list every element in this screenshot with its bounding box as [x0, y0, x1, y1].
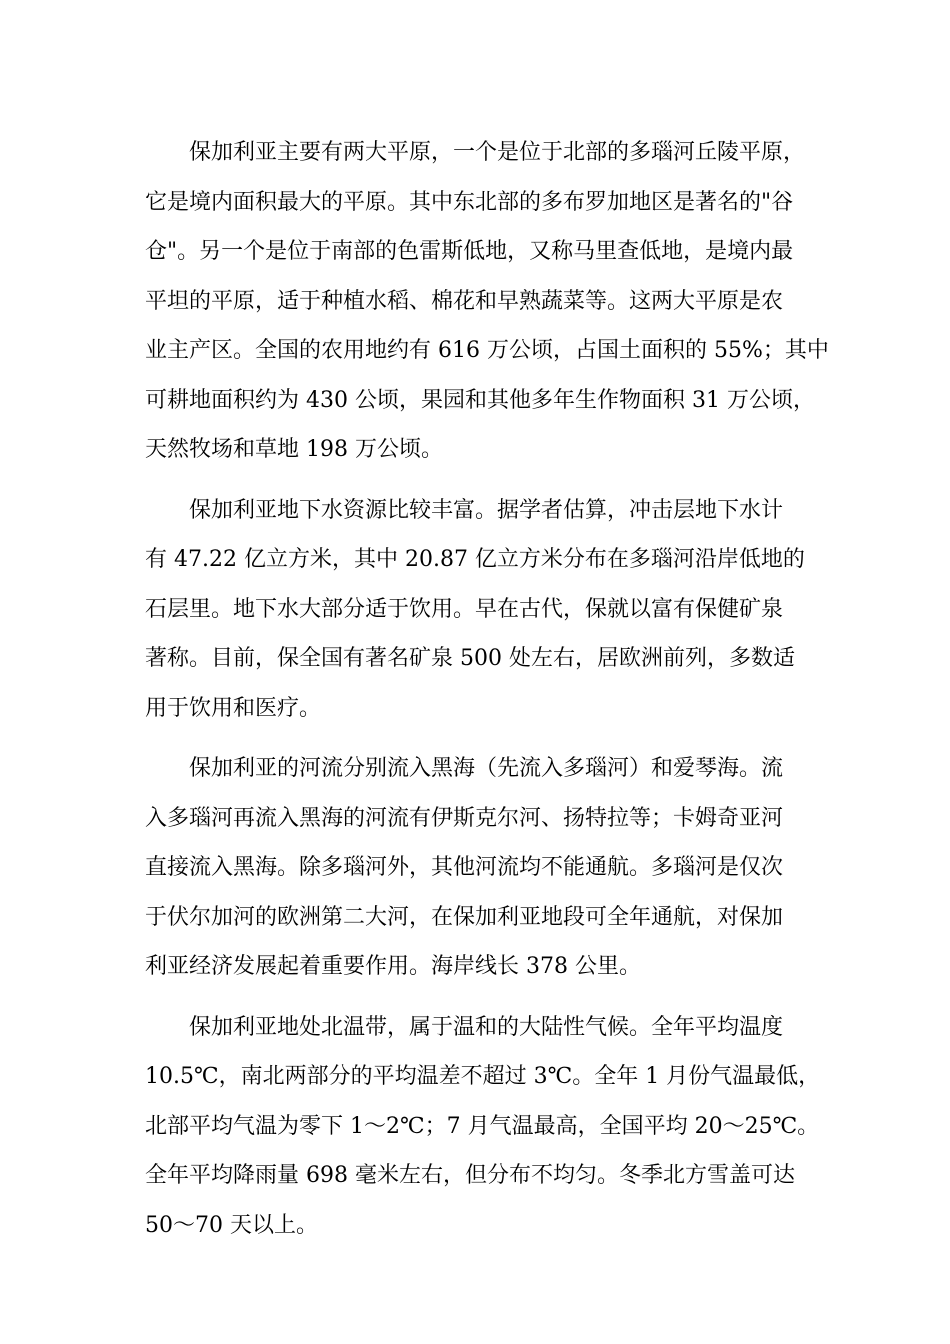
text-line: 保加利亚的河流分别流入黑海（先流入多瑙河）和爱琴海。流 — [189, 756, 784, 781]
document-body — [145, 128, 829, 1261]
text-line: 直接流入黑海。除多瑙河外，其他河流均不能通航。多瑙河是仅次 — [145, 855, 784, 880]
text-line: 北部平均气温为零下 1～2℃；7 月气温最高，全国平均 20～25℃。 — [145, 1113, 820, 1139]
paragraph-groundwater — [145, 486, 810, 734]
text-line: 50～70 天以上。 — [145, 1212, 318, 1238]
text-line: 可耕地面积约为 430 公顷，果园和其他多年生作物面积 31 万公顷， — [145, 387, 815, 413]
text-line: 10.5℃，南北两部分的平均温差不超过 3℃。全年 1 月份气温最低， — [145, 1064, 821, 1089]
text-line: 平坦的平原，适于种植水稻、棉花和早熟蔬菜等。这两大平原是农 — [145, 288, 784, 314]
text-line: 有 47.22 亿立方米，其中 20.87 亿立方米分布在多瑙河沿岸低地的 — [145, 547, 805, 572]
text-line: 用于饮用和医疗。 — [145, 695, 322, 721]
text-line: 业主产区。全国的农用地约有 616 万公顷，占国土面积的 55%；其中 — [145, 338, 829, 363]
text-line: 于伏尔加河的欧洲第二大河，在保加利亚地段可全年通航，对保加 — [145, 904, 784, 930]
text-line: 石层里。地下水大部分适于饮用。早在古代，保就以富有保健矿泉 — [145, 596, 784, 622]
text-line: 入多瑙河再流入黑海的河流有伊斯克尔河、扬特拉等；卡姆奇亚河 — [145, 805, 784, 831]
text-line: 著称。目前，保全国有著名矿泉 500 处左右，居欧洲前列，多数适 — [145, 646, 795, 671]
text-line: 保加利亚地处北温带，属于温和的大陆性气候。全年平均温度 — [189, 1014, 784, 1040]
text-line: 天然牧场和草地 198 万公顷。 — [145, 437, 443, 462]
text-line: 仓"。另一个是位于南部的色雷斯低地，又称马里查低地，是境内最 — [145, 239, 794, 264]
paragraph-rivers — [145, 744, 810, 992]
text-line: 保加利亚地下水资源比较丰富。据学者估算，冲击层地下水计 — [189, 497, 784, 523]
text-line: 保加利亚主要有两大平原，一个是位于北部的多瑙河丘陵平原， — [189, 140, 806, 165]
text-line: 它是境内面积最大的平原。其中东北部的多布罗加地区是著名的"谷 — [145, 189, 794, 215]
paragraph-plains — [145, 128, 829, 475]
paragraph-climate — [145, 1003, 821, 1251]
text-line: 利亚经济发展起着重要作用。海岸线长 378 公里。 — [145, 954, 641, 979]
text-line: 全年平均降雨量 698 毫米左右，但分布不均匀。冬季北方雪盖可达 — [145, 1163, 795, 1188]
